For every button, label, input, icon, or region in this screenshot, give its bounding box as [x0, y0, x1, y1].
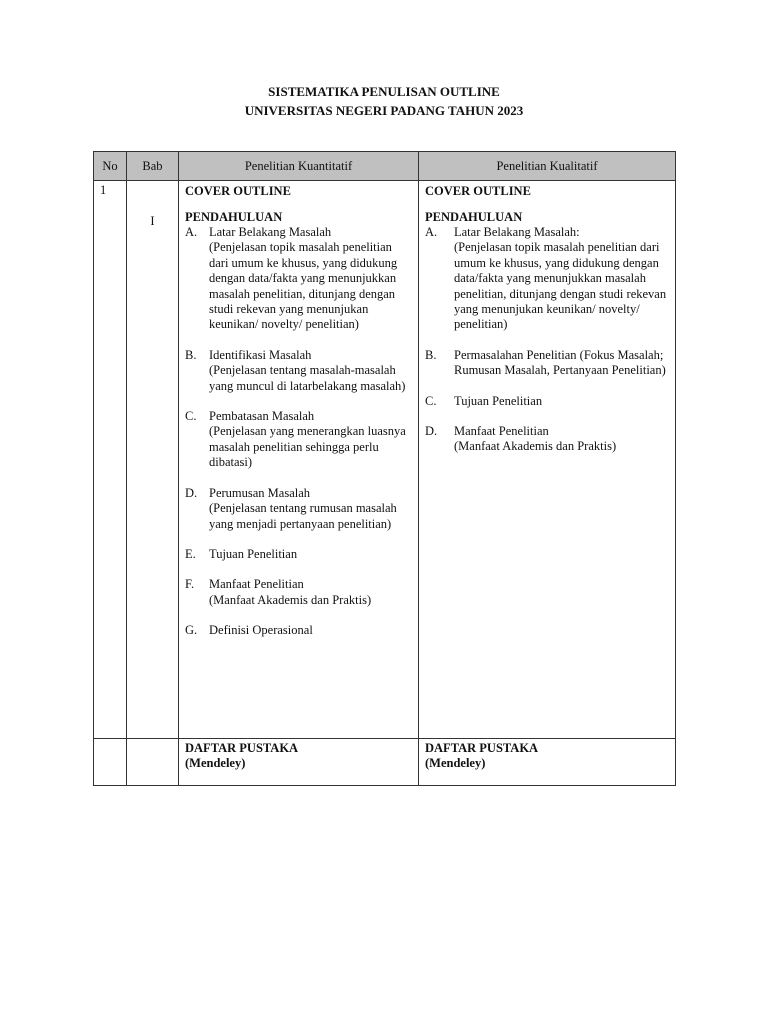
list-item	[185, 547, 412, 562]
bab-cell	[127, 181, 179, 739]
item-label: Identifikasi Masalah	[209, 347, 312, 362]
item-label: Pembatasan Masalah	[209, 409, 315, 424]
bab-number: I	[150, 214, 155, 228]
item-letter: A.	[185, 225, 198, 239]
item-letter: D.	[185, 485, 198, 500]
empty-cell	[127, 739, 179, 786]
list-item	[185, 623, 412, 638]
item-letter: F.	[185, 577, 195, 592]
item-description: (Penjelasan tentang rumusan masalah yang menjadi pertanyaan penelitian)	[209, 501, 397, 531]
list-item	[185, 348, 412, 394]
column-header-kuantitatif: Penelitian Kuantitatif	[179, 152, 419, 181]
list-item	[185, 486, 412, 532]
empty-cell	[94, 739, 127, 786]
item-description: (Penjelasan tentang masalah-masalah yang muncul di latarbelakang masalah)	[209, 363, 406, 393]
item-letter: D.	[425, 424, 438, 439]
document-title-line2: UNIVERSITAS NEGERI PADANG TAHUN 2023	[244, 103, 524, 118]
item-description: (Manfaat Akademis dan Praktis)	[454, 439, 617, 454]
column-header-bab: Bab	[127, 152, 179, 181]
item-label: Latar Belakang Masalah	[209, 225, 332, 239]
list-item	[425, 348, 669, 379]
daftar-pustaka-kuantitatif	[179, 739, 419, 786]
kualitatif-cell	[419, 181, 676, 739]
table-row	[94, 181, 676, 739]
item-letter: G.	[185, 623, 198, 638]
item-letter: B.	[425, 347, 437, 362]
item-description: (Penjelasan yang menerangkan luasnya masalah penelitian sehingga perlu dibatasi)	[209, 424, 406, 470]
item-letter: A.	[425, 225, 438, 239]
table-row	[94, 739, 676, 786]
pendahuluan-heading: PENDAHULUAN	[185, 210, 283, 224]
cover-outline-heading: COVER OUTLINE	[185, 184, 291, 198]
item-label: Tujuan Penelitian	[209, 546, 298, 561]
item-description: (Penjelasan topik masalah penelitian dari umum ke khusus, yang didukung dengan data/fakta yang menunjukkan masalah penelitian, ditunjang dengan studi rekevan yang menunjukan keunikan/ novelty/ penelitian)	[454, 240, 667, 332]
item-description: (Penjelasan topik masalah penelitian dari umum ke khusus, yang didukung dengan data/fakta yang menunjukkan masalah penelitian, ditunjang dengan studi rekevan yang menunjukan keunikan/ novelty/ penelitian)	[209, 240, 398, 332]
item-letter: C.	[425, 393, 437, 408]
kualitatif-item-list	[425, 225, 669, 455]
kuantitatif-item-list	[185, 225, 412, 639]
item-label: Tujuan Penelitian	[454, 393, 543, 408]
item-label: Latar Belakang Masalah:	[454, 225, 580, 239]
cover-outline-heading: COVER OUTLINE	[425, 184, 531, 198]
daftar-pustaka-subtitle: (Mendeley)	[185, 756, 246, 770]
list-item	[185, 225, 412, 333]
daftar-pustaka-title: DAFTAR PUSTAKA	[425, 741, 539, 755]
item-letter: B.	[185, 347, 197, 362]
column-header-no: No	[94, 152, 127, 181]
item-label: Permasalahan Penelitian (Fokus Masalah; Rumusan Masalah, Pertanyaan Penelitian)	[454, 347, 666, 378]
document-title-line1: SISTEMATIKA PENULISAN OUTLINE	[268, 84, 500, 99]
daftar-pustaka-subtitle: (Mendeley)	[425, 756, 486, 770]
outline-table	[93, 151, 676, 786]
daftar-pustaka-title: DAFTAR PUSTAKA	[185, 741, 299, 755]
table-header-row	[94, 152, 676, 181]
list-item	[185, 409, 412, 471]
item-letter: E.	[185, 546, 196, 561]
item-label: Manfaat Penelitian	[454, 424, 549, 439]
item-letter: C.	[185, 409, 197, 424]
list-item	[425, 225, 669, 333]
daftar-pustaka-kualitatif	[419, 739, 676, 786]
list-item	[185, 577, 412, 608]
pendahuluan-heading: PENDAHULUAN	[425, 210, 523, 224]
item-label: Definisi Operasional	[209, 623, 313, 638]
item-description: (Manfaat Akademis dan Praktis)	[209, 592, 372, 607]
row-number: 1	[94, 181, 127, 739]
item-label: Manfaat Penelitian	[209, 577, 304, 592]
kuantitatif-cell	[179, 181, 419, 739]
list-item	[425, 424, 669, 455]
list-item	[425, 394, 669, 409]
item-label: Perumusan Masalah	[209, 485, 311, 500]
column-header-kualitatif: Penelitian Kualitatif	[419, 152, 676, 181]
